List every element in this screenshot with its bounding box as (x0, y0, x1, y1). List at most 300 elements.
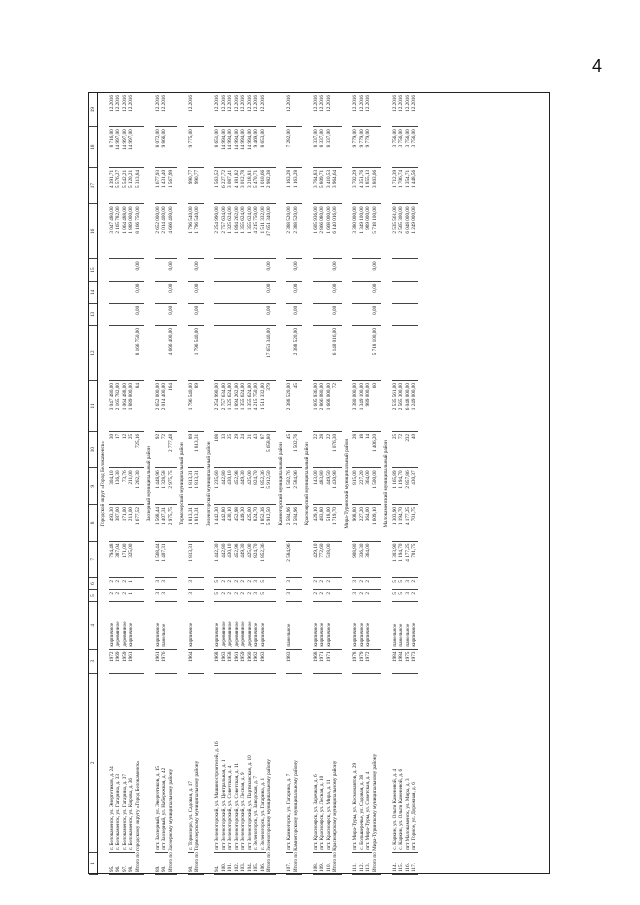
table-cell: 4 215 750,00 (253, 381, 260, 432)
table-cell: 14 997,00 (115, 127, 122, 168)
table-cell (411, 259, 418, 281)
page-number: 4 (591, 56, 602, 76)
table-cell: 1 194,70 (398, 541, 405, 578)
table-cell: 1 355 624,00 (240, 204, 247, 259)
table-cell: 701,75 (411, 504, 418, 541)
table-cell: 2 (240, 590, 247, 602)
table-cell: 908,80 (352, 541, 359, 578)
section-heading-row (98, 93, 109, 875)
total-cell: 2 584,96 (293, 504, 303, 541)
table-cell: 1 796 540,00 (188, 204, 195, 259)
table-cell: 1972 (365, 649, 372, 673)
table-cell: 2 565 300,00 (398, 381, 405, 432)
table-cell: 2 (234, 590, 241, 602)
table-cell: 1 568,44 (155, 541, 162, 578)
total-cell: 1 813,31 (194, 468, 204, 505)
section-title: Заозерный муниципальный район (146, 446, 152, 522)
total-cell (168, 578, 178, 590)
table-cell: 3 012,78 (240, 167, 247, 204)
total-cell: 8 166 750,00 (135, 326, 145, 381)
table-cell: 171,00 (122, 504, 129, 541)
table-cell: 12 (122, 431, 129, 468)
table-cell: 3 (155, 578, 162, 590)
total-cell (135, 541, 145, 578)
table-cell: кирпичное (365, 602, 372, 650)
column-header: 6 (89, 578, 98, 590)
table-cell: 104. (247, 852, 254, 874)
table-cell: панельное (392, 602, 399, 650)
total-cell (293, 578, 303, 590)
table-cell: 1961 (234, 649, 241, 673)
table-cell: 3 (286, 578, 293, 590)
table-cell: 12.2016 (319, 93, 326, 127)
table-cell: 1 448,96 (155, 468, 162, 505)
table-cell: 40 (411, 431, 418, 468)
column-header: 4 (89, 602, 98, 650)
table-cell: 136,30 (115, 468, 122, 505)
table-cell: 1 442,30 (214, 504, 221, 541)
table-cell: 3 756,00 (392, 127, 399, 168)
table-cell: деревянное (234, 602, 241, 650)
table-cell: 2 165 782,00 (115, 204, 122, 259)
total-cell: 5 912,50 (266, 504, 276, 541)
table-cell: 5 809,71 (319, 167, 326, 204)
table-cell: 1 796 540,00 (188, 381, 195, 432)
table-cell: 2 866 080,00 (319, 381, 326, 432)
section-title: Мира-Туринский муниципальный район (343, 438, 350, 529)
table-cell: 98. (128, 852, 135, 874)
table-cell: 2 (234, 578, 241, 590)
column-header: 3 (89, 649, 98, 673)
table-cell: 211,00 (128, 468, 135, 505)
table-cell: 4 177,25 (405, 504, 412, 541)
table-cell: 325,00 (128, 541, 135, 578)
table-cell: 824,70 (253, 504, 260, 541)
section-title: Красноярский муниципальный район (304, 442, 310, 526)
table-cell: 5 (214, 578, 221, 590)
total-cell (293, 541, 303, 578)
table-cell: 103. (240, 852, 247, 874)
table-cell: 171,00 (122, 541, 129, 578)
table-cell: 12.2016 (227, 93, 234, 127)
table-cell: 1969 (115, 649, 122, 673)
table-cell: 2 (411, 578, 418, 590)
table-cell: 364,00 (365, 504, 372, 541)
table-cell: 2 (326, 578, 333, 590)
table-cell: 1971 (326, 649, 333, 673)
total-cell: 0,00 (168, 303, 178, 325)
section-heading-row (204, 93, 215, 875)
table-cell: 108. (313, 852, 320, 874)
section-heading-row (144, 93, 155, 875)
table-cell: 1 303,90 (392, 504, 399, 541)
table-cell: 1968 (214, 649, 221, 673)
table-cell: 1 303,90 (392, 541, 399, 578)
column-header: 12 (89, 326, 98, 381)
table-cell: деревянное (227, 602, 234, 650)
table-cell: 45 (286, 431, 293, 468)
table-cell: 483,80 (319, 468, 326, 505)
total-cell: 1 163,28 (293, 167, 303, 204)
table-cell: кирпичное (253, 602, 260, 650)
table-cell: 449,50 (326, 468, 333, 505)
total-cell (168, 127, 178, 168)
table-cell: кирпичное (188, 602, 195, 650)
total-cell (266, 649, 276, 673)
column-header: 11 (89, 381, 98, 432)
table-cell: 95. (109, 852, 116, 874)
table-cell: 28 (352, 431, 359, 468)
total-cell: 0,00 (194, 259, 204, 281)
table-cell: 1 894 262,00 (234, 204, 241, 259)
table-cell: 1976 (161, 649, 168, 673)
table-cell: 4 215 750,00 (253, 204, 260, 259)
total-cell (194, 602, 204, 650)
table-cell: 483,80 (319, 504, 326, 541)
column-header: 1 (89, 852, 98, 874)
table-cell: деревянное (240, 602, 247, 650)
table-cell: 17 (115, 431, 122, 468)
table-cell: 12.2016 (359, 93, 366, 127)
table-cell: с. Каркин, ул. Ольги Каменевой, д. 4 (392, 673, 399, 852)
table-cell: 12.2016 (352, 93, 359, 127)
table-cell: кирпичное (260, 602, 267, 650)
table-cell: 3 (161, 590, 168, 602)
table-cell: 336,30 (359, 541, 366, 578)
table-cell: 9 779,00 (365, 127, 372, 168)
table-cell: 1 813,31 (188, 504, 195, 541)
column-header: 13 (89, 303, 98, 325)
table-cell: 3 047 480,00 (109, 204, 116, 259)
table-cell: 1 194,70 (398, 468, 405, 505)
total-cell: 1 609,10 (372, 504, 382, 541)
total-cell: 1 677,52 (135, 504, 145, 541)
total-row (372, 93, 382, 875)
table-cell: 25 (227, 431, 234, 468)
total-cell: 1 567,99 (168, 167, 178, 204)
table-cell: 1959 (122, 649, 129, 673)
table-cell: 9 779,00 (352, 127, 359, 168)
table-cell: 3 (352, 590, 359, 602)
table-cell: 12.2016 (234, 93, 241, 127)
table-cell: деревянное (115, 602, 122, 650)
table-cell: 2 584,96 (286, 541, 293, 578)
column-header: 9 (89, 468, 98, 505)
total-cell: 0,00 (168, 259, 178, 281)
section-heading-row (276, 93, 287, 875)
table-cell: 2 (109, 578, 116, 590)
total-cell: 2 982,38 (266, 167, 276, 204)
table-cell: 5 (398, 578, 405, 590)
table-cell: 2 652 000,00 (155, 204, 162, 259)
table-cell: деревянное (122, 602, 129, 650)
table-cell: 1983 (286, 649, 293, 673)
total-cell (168, 602, 178, 650)
table-cell: 8 337,00 (319, 127, 326, 168)
table-cell: 364,00 (365, 468, 372, 505)
table-cell: 2 (115, 590, 122, 602)
table-cell: пгт Зеленогорский, ул. Машиностроителей, д. 16 (214, 673, 221, 852)
table-cell: 33 (221, 431, 228, 468)
table-cell: 227,20 (359, 468, 366, 505)
total-cell: 0,00 (332, 281, 342, 303)
table-cell: 794,48 (109, 541, 116, 578)
table-cell: 2 (122, 590, 129, 602)
table-cell: 12.2016 (128, 93, 135, 127)
table-cell: 518,00 (326, 504, 333, 541)
table-cell: кирпичное (359, 602, 366, 650)
total-cell: 17 651 340,00 (266, 204, 276, 259)
table-cell: 12.2016 (214, 93, 221, 127)
table-cell: 14 997,00 (128, 127, 135, 168)
table-cell: 3 (253, 590, 260, 602)
table-cell: 442,80 (221, 468, 228, 505)
table-cell: 1979 (359, 649, 366, 673)
table-cell: 227,20 (359, 504, 366, 541)
total-label: Итого по Тормозерскому муниципальному району (194, 673, 204, 874)
total-cell: 2 584,96 (293, 468, 303, 505)
table-cell: 2 866 080,00 (319, 204, 326, 259)
table-cell: г. Тормозеро, ул. Садовая, д. 17 (188, 673, 195, 852)
table-cell: 8 653,00 (260, 127, 267, 168)
column-header-row (89, 93, 98, 875)
table-row (214, 93, 221, 875)
table-cell: 1 668 000,00 (326, 381, 333, 432)
table-cell: 1963 (260, 649, 267, 673)
table-cell: 2 (227, 578, 234, 590)
total-cell (332, 649, 342, 673)
total-cell (332, 602, 342, 650)
total-cell (194, 578, 204, 590)
total-cell: 45 (293, 381, 303, 432)
table-cell: 1973 (411, 649, 418, 673)
table-cell: пгт Зеленогорский, ул. Лесная, д. 9 (240, 673, 247, 852)
table-cell: 8 651,00 (214, 127, 221, 168)
table-cell: 3 764,83 (313, 167, 320, 204)
table-cell: 111. (352, 852, 359, 874)
total-cell: 1 796 540,00 (194, 204, 204, 259)
table-cell: 7 282,00 (286, 127, 293, 168)
table-cell: 2 (359, 578, 366, 590)
table-cell: 73,76 (122, 468, 129, 505)
total-cell (332, 590, 342, 602)
total-cell: 5 718 100,00 (372, 326, 382, 381)
table-cell: 429,10 (313, 504, 320, 541)
total-cell (168, 541, 178, 578)
table-cell: 14 (365, 431, 372, 468)
table-cell: 89. (155, 852, 162, 874)
table-cell: 2 014 400,00 (161, 381, 168, 432)
table-cell: 112. (359, 852, 366, 874)
table-cell: 12.2016 (260, 93, 267, 127)
table-cell: 72 (161, 431, 168, 468)
total-cell: 2 388 520,00 (293, 204, 303, 259)
section-heading-row (342, 93, 353, 875)
table-row (411, 93, 418, 875)
total-cell: 0,00 (332, 259, 342, 281)
rotated-table-canvas (89, 93, 551, 875)
table-cell: 12.2016 (161, 93, 168, 127)
table-cell: пгт Зеленогорский, ул. Советская, д. 4 (227, 673, 234, 852)
table-cell: 701,75 (411, 541, 418, 578)
table-cell: пгт. Красноярск, ул. Мира, д. 11 (326, 673, 333, 852)
table-cell: 9 866,00 (161, 127, 168, 168)
table-cell: 824,70 (253, 468, 260, 505)
table-cell: 28 (319, 431, 326, 468)
table-cell: 1 852,36 (260, 468, 267, 505)
total-label: Итого по Мира-Туринскому муниципальному району (372, 673, 382, 874)
total-label: Итого по Камнегорскому муниципальному району (293, 673, 303, 874)
total-cell (332, 578, 342, 590)
column-header: 16 (89, 204, 98, 259)
table-cell: 1984 (398, 649, 405, 673)
section-heading-row (381, 93, 392, 875)
table-cell: 100. (221, 852, 228, 874)
table-cell: кирпичное (128, 602, 135, 650)
table-cell: деревянное (247, 602, 254, 650)
table-cell: 1961 (128, 649, 135, 673)
total-cell (266, 578, 276, 590)
table-cell: 5 (260, 578, 267, 590)
table-cell: 2 652 000,00 (155, 381, 162, 432)
table-cell: 2 (326, 590, 333, 602)
table-cell: 4 351,76 (359, 167, 366, 204)
total-cell (332, 127, 342, 168)
table-cell: 3 (405, 578, 412, 590)
table-cell: пгт. Камнегорск, ул. Гагарина, д. 7 (286, 673, 293, 852)
table-cell: 3 087,41 (227, 167, 234, 204)
table-cell: 1 511 332,00 (260, 204, 267, 259)
table-cell: пгт Малокаменск, ул. Мира, д. 3 (405, 673, 412, 852)
column-header: 5 (89, 590, 98, 602)
table-cell: 1 010,66 (260, 167, 267, 204)
table-cell: 2 (240, 578, 247, 590)
table-cell: 1963 (221, 649, 228, 673)
table-cell: кирпичное (313, 602, 320, 650)
table-cell: 1 249 000,00 (411, 204, 418, 259)
table-cell: 2 (359, 590, 366, 602)
total-cell (293, 602, 303, 650)
table-cell: 3 (188, 578, 195, 590)
table-cell: 3 218,81 (247, 167, 254, 204)
total-cell: 0,00 (266, 303, 276, 325)
table-cell: 14 997,00 (122, 127, 129, 168)
table-cell: 12.2016 (240, 93, 247, 127)
table-cell: 12.2016 (221, 93, 228, 127)
table-cell: 1 349 100,00 (359, 381, 366, 432)
table-cell: с. Большеречье, ул. Садовая, д. 38 (359, 673, 366, 852)
table-cell: 1984 (392, 649, 399, 673)
table-cell: 1 328,58 (161, 468, 168, 505)
column-header: 8 (89, 504, 98, 541)
table-cell: 3 (253, 578, 260, 590)
table-cell: 1 712,39 (392, 167, 399, 204)
table-cell: 2 165 782,00 (115, 381, 122, 432)
table-cell: 1 448,56 (411, 167, 418, 204)
table-cell (411, 281, 418, 303)
total-cell (332, 93, 342, 127)
table-cell: 1 (128, 590, 135, 602)
table-cell: 989 000,00 (365, 381, 372, 432)
total-cell (266, 590, 276, 602)
table-cell: 364,00 (365, 541, 372, 578)
table-cell: деревянное (221, 602, 228, 650)
total-cell: 3 964,64 (332, 167, 342, 204)
table-cell: 1971 (319, 649, 326, 673)
table-cell: 815,00 (352, 468, 359, 505)
table-cell: 12.2016 (365, 93, 372, 127)
table-cell: 6 048 000,00 (405, 204, 412, 259)
table-cell: 12.2016 (109, 93, 116, 127)
table-cell: пгт. Мира-Туры, ул. Советская, д. 4 (365, 673, 372, 852)
column-header: 10 (89, 431, 98, 468)
total-cell: 6 140 016,00 (332, 204, 342, 259)
table-cell: 493,30 (109, 504, 116, 541)
column-header: 2 (89, 673, 98, 852)
total-cell (135, 602, 145, 650)
table-cell: 117. (411, 852, 418, 874)
table-cell: 5 470,71 (253, 167, 260, 204)
table-cell: 3 380 000,00 (352, 381, 359, 432)
total-cell: 1 813,31 (194, 431, 204, 468)
table-cell: 12.2016 (313, 93, 320, 127)
table-cell: 3 (188, 590, 195, 602)
total-cell: 0,00 (372, 303, 382, 325)
table-cell: 2 757 634,00 (221, 381, 228, 432)
table-cell: 2 (221, 578, 228, 590)
table-cell: 18 (359, 431, 366, 468)
table-cell: 1 889 000,00 (128, 204, 135, 259)
table-cell: 14 994,00 (247, 127, 254, 168)
table-cell: 2 (313, 578, 320, 590)
table-cell: 12.2016 (247, 93, 254, 127)
table-cell: 6 227,72 (221, 167, 228, 204)
total-cell (293, 93, 303, 127)
total-cell (266, 541, 276, 578)
table-cell: 12.2016 (392, 93, 399, 127)
table-cell: 1978 (352, 649, 359, 673)
table-cell: 1 165,89 (392, 468, 399, 505)
table-cell: 1 511 332,00 (260, 381, 267, 432)
table-cell: 1 855,13 (365, 167, 372, 204)
total-row (332, 93, 342, 875)
table-cell: 4 181,82 (234, 167, 241, 204)
table-cell: панельное (161, 602, 168, 650)
table-cell: 1 605 936,00 (313, 381, 320, 432)
table-cell: 518,00 (326, 541, 333, 578)
table-cell: 5 (392, 590, 399, 602)
table-cell: 430,10 (227, 541, 234, 578)
table-cell: 2 254 990,00 (214, 204, 221, 259)
table-cell: кирпичное (352, 602, 359, 650)
table-cell: 3 702,29 (352, 167, 359, 204)
total-cell: 89 (194, 381, 204, 432)
total-cell: 5 912,50 (266, 468, 276, 505)
table-cell: 12.2016 (411, 93, 418, 127)
table-cell: 12.2016 (155, 93, 162, 127)
table-cell: 772,60 (319, 541, 326, 578)
total-cell (372, 602, 382, 650)
table-cell: 430,10 (227, 504, 234, 541)
total-cell: 2 777,48 (168, 431, 178, 468)
table-cell: 3 (405, 590, 412, 602)
table-cell: 90. (188, 852, 195, 874)
table-cell: 2 857,86 (405, 468, 412, 505)
table-cell: 1 677,93 (155, 167, 162, 204)
table-cell: 3 (161, 578, 168, 590)
table-cell: 4 391,71 (109, 167, 116, 204)
total-cell (135, 649, 145, 673)
